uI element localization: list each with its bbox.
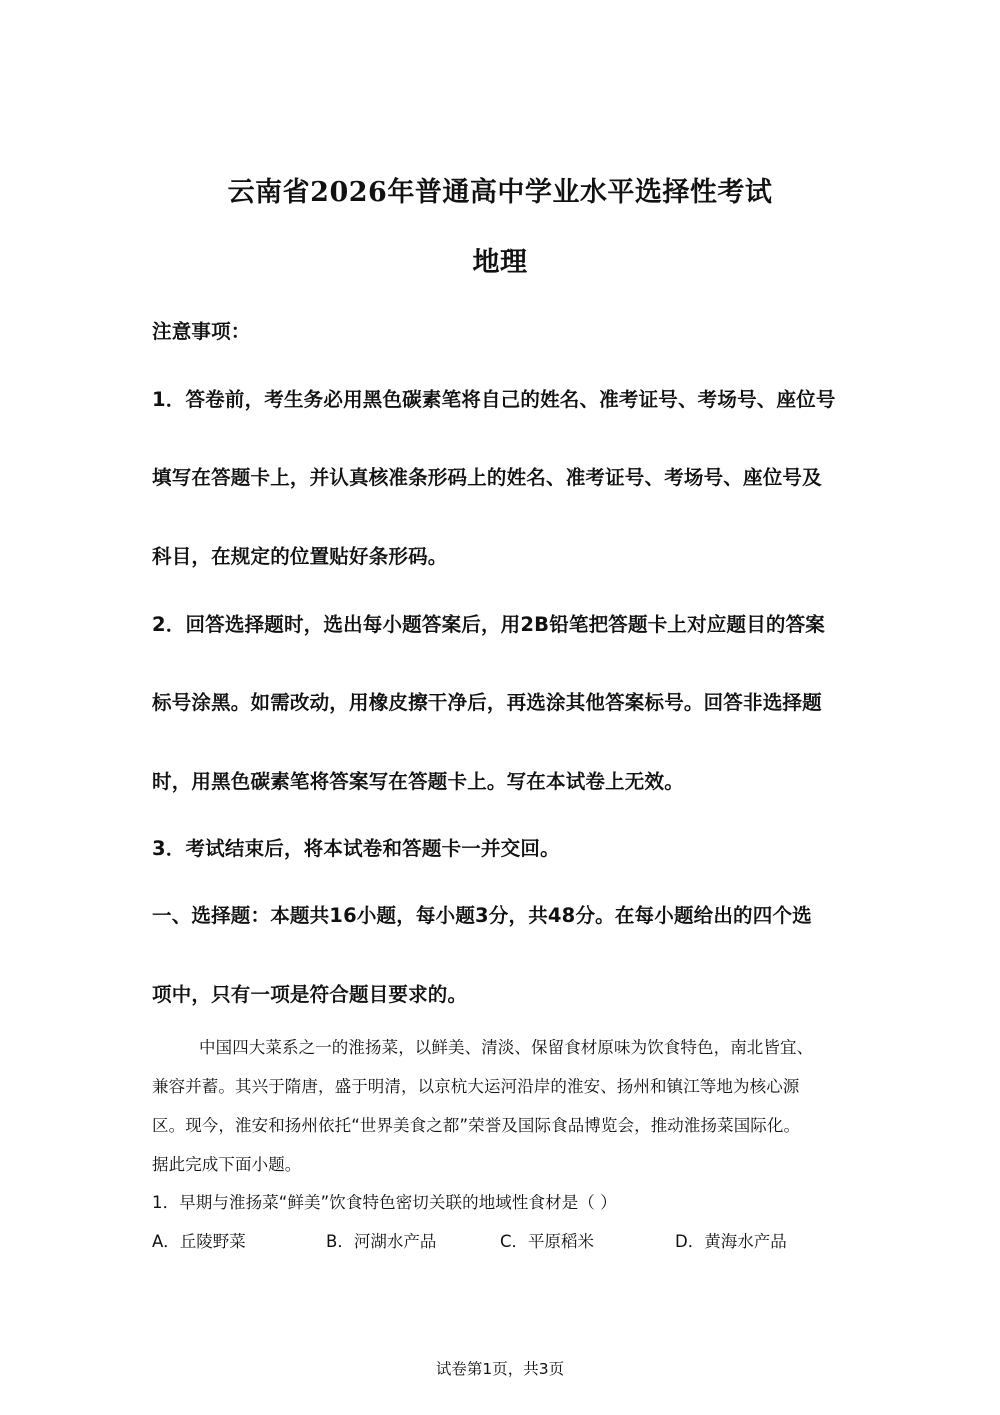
page-footer: 试卷第1页，共3页 <box>435 1360 565 1378</box>
notice-heading: 注意事项： <box>152 320 251 343</box>
notice-item-1-line-3: 科目，在规定的位置贴好条形码。 <box>152 545 448 568</box>
question-1-option-c: C．平原稻米 <box>500 1232 595 1251</box>
notice-item-3: 3．考试结束后，将本试卷和答题卡一并交回。 <box>152 837 560 860</box>
notice-item-1-line-1: 1．答卷前，考生务必用黑色碳素笔将自己的姓名、准考证号、考场号、座位号 <box>152 388 836 411</box>
question-1-option-d: D．黄海水产品 <box>675 1232 787 1251</box>
passage-line-2: 兼容并蓄。其兴于隋唐，盛于明清，以京杭大运河沿岸的淮安、扬州和镇江等地为核心源 <box>152 1077 800 1096</box>
question-1-stem: 1．早期与淮扬菜“鲜美”饮食特色密切关联的地域性食材是（ ） <box>152 1193 617 1212</box>
section-heading-line-1: 一、选择题：本题共16小题，每小题3分，共48分。在每小题给出的四个选 <box>152 904 812 927</box>
notice-item-2-line-3: 时，用黑色碳素笔将答案写在答题卡上。写在本试卷上无效。 <box>152 770 684 793</box>
notice-item-2-line-1: 2．回答选择题时，选出每小题答案后，用2B铅笔把答题卡上对应题目的答案 <box>152 613 825 636</box>
passage-line-1: 中国四大菜系之一的淮扬菜，以鲜美、清淡、保留食材原味为饮食特色，南北皆宜、 <box>199 1038 814 1057</box>
exam-title: 云南省2026年普通高中学业水平选择性考试 <box>227 177 773 208</box>
question-1-option-b: B．河湖水产品 <box>326 1232 437 1251</box>
passage-line-3: 区。现今，淮安和扬州依托“世界美食之都”荣誉及国际食品博览会，推动淮扬菜国际化。 <box>152 1116 801 1135</box>
notice-item-2-line-2: 标号涂黑。如需改动，用橡皮擦干净后，再选涂其他答案标号。回答非选择题 <box>152 691 822 714</box>
question-1-option-a: A．丘陵野菜 <box>152 1232 246 1251</box>
notice-item-1-line-2: 填写在答题卡上，并认真核准条形码上的姓名、准考证号、考场号、座位号及 <box>152 466 822 489</box>
exam-subject: 地理 <box>472 247 528 278</box>
section-heading-line-2: 项中，只有一项是符合题目要求的。 <box>152 983 468 1006</box>
passage-line-4: 据此完成下面小题。 <box>152 1155 302 1174</box>
